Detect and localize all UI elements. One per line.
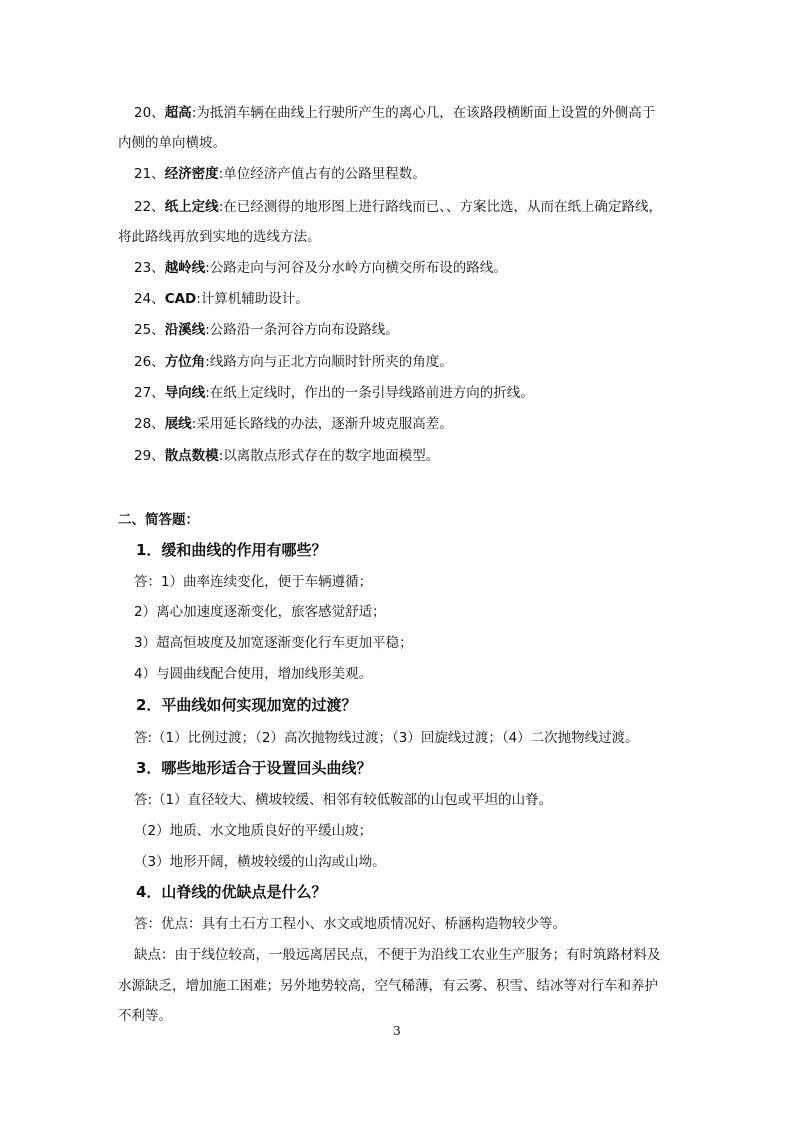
definition-20-cont: 内侧的单向横坡。	[118, 135, 226, 151]
answer-line: 4）与圆曲线配合使用，增加线形美观。	[134, 666, 373, 682]
definition-text: 公路沿一条河谷方向布设路线。	[209, 322, 399, 338]
question-3-title: 3．哪些地形适合于设置回头曲线？	[136, 759, 372, 777]
section-heading: 二、简答题：	[118, 512, 199, 528]
definition-term: 沿溪线	[164, 322, 206, 338]
definition-24: 24、CAD:计算机辅助设计。	[134, 291, 309, 307]
definition-22: 22、纸上定线:在已经测得的地形图上进行路线而已、、方案比选，从而在纸上确定路线，	[134, 199, 662, 215]
definition-text: 在纸上定线时，作出的一条引导线路前进方向的折线。	[209, 385, 534, 401]
answer-line: （3）地形开阔，横坡较缓的山沟或山坳。	[134, 854, 386, 870]
definition-text: 采用延长路线的办法，逐渐升坡克服高差。	[196, 416, 453, 432]
definition-term: 散点数模	[164, 448, 219, 464]
answer-line: 答:（1）直径较大、横坡较缓、相邻有较低鞍部的山包或平坦的山脊。	[134, 792, 553, 808]
answer-line: 缺点：由于线位较高，一般远离居民点，不便于为沿线工农业生产服务；有时筑路材料及	[134, 947, 661, 963]
definition-29: 29、散点数模:以离散点形式存在的数字地面模型。	[134, 448, 440, 464]
definition-26: 26、方位角:线路方向与正北方向顺时针所夹的角度。	[134, 354, 453, 370]
answer-line: 不利等。	[118, 1008, 172, 1024]
definition-27: 27、导向线:在纸上定线时，作出的一条引导线路前进方向的折线。	[134, 385, 534, 401]
answer-line: 答：1）曲率连续变化，便于车辆遵循；	[134, 574, 373, 590]
definition-25: 25、沿溪线:公路沿一条河谷方向布设路线。	[134, 322, 399, 338]
answer-line: 答：优点：具有土石方工程小、水文或地质情况好、桥涵构造物较少等。	[134, 916, 566, 932]
answer-line: 2）离心加速度逐渐变化，旅客感觉舒适；	[134, 604, 386, 620]
definition-term: 纸上定线	[164, 199, 219, 215]
page-number: 3	[393, 1024, 401, 1038]
answer-line: （2）地质、水文地质良好的平缓山坡；	[134, 823, 373, 839]
definition-22-cont: 将此路线再放到实地的选线方法。	[118, 229, 321, 245]
definition-20: 20、超高:为抵消车辆在曲线上行驶所产生的离心几，在该路段横断面上设置的外侧高于	[134, 105, 656, 121]
definition-term: 展线	[164, 416, 192, 432]
question-2-title: 2．平曲线如何实现加宽的过渡？	[136, 696, 357, 714]
definition-term: 超高	[164, 105, 192, 121]
answer-line: 3）超高恒坡度及加宽逐渐变化行车更加平稳；	[134, 635, 413, 651]
definition-28: 28、展线:采用延长路线的办法，逐渐升坡克服高差。	[134, 416, 453, 432]
definition-term: 方位角	[164, 354, 206, 370]
definition-term: 越岭线	[164, 260, 206, 276]
definition-term: 经济密度	[164, 166, 219, 182]
question-1-title: 1．缓和曲线的作用有哪些？	[136, 541, 327, 559]
definition-term: CAD	[164, 291, 197, 307]
definition-text: 为抵消车辆在曲线上行驶所产生的离心几，在该路段横断面上设置的外侧高于	[196, 105, 656, 121]
definition-21: 21、经济密度:单位经济产值占有的公路里程数。	[134, 166, 426, 182]
answer-line: 水源缺乏，增加施工困难；另外地势较高，空气稀薄，有云雾、积雪、结冰等对行车和养护	[118, 978, 658, 994]
definition-text: 计算机辅助设计。	[200, 291, 309, 307]
definition-23: 23、越岭线:公路走向与河谷及分水岭方向横交所布设的路线。	[134, 260, 507, 276]
definition-text: 在已经测得的地形图上进行路线而已、、方案比选，从而在纸上确定路线，	[223, 199, 662, 215]
definition-text: 公路走向与河谷及分水岭方向横交所布设的路线。	[209, 260, 507, 276]
definition-term: 导向线	[164, 385, 206, 401]
definition-text: 以离散点形式存在的数字地面模型。	[223, 448, 440, 464]
definition-text: 线路方向与正北方向顺时针所夹的角度。	[209, 354, 453, 370]
definition-text: 单位经济产值占有的公路里程数。	[223, 166, 426, 182]
question-4-title: 4．山脊线的优缺点是什么？	[136, 883, 327, 901]
answer-line: 答:（1）比例过渡；（2）高次抛物线过渡；（3）回旋线过渡；（4）二次抛物线过渡。	[134, 730, 639, 746]
